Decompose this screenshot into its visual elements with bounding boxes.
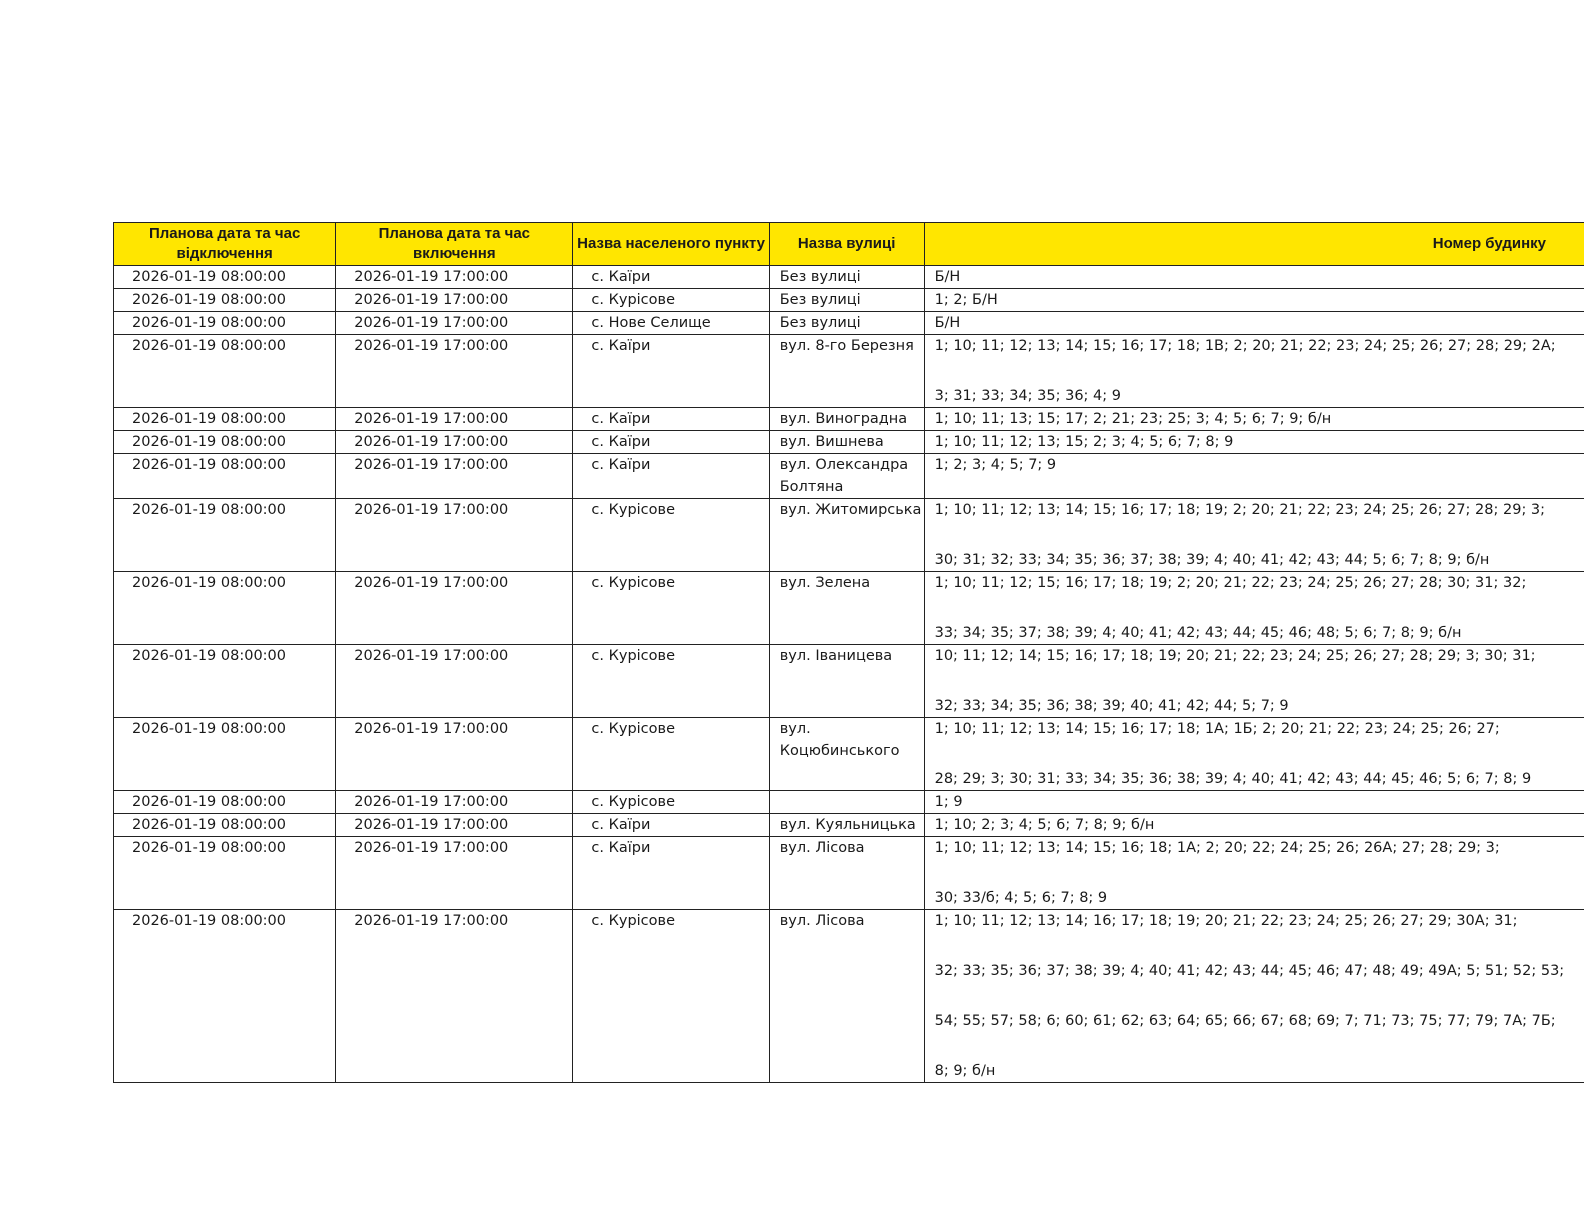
locality-cell: с. Каїри [573, 408, 769, 431]
outage-end-cell: 2026-01-19 17:00:00 [336, 266, 573, 289]
table-row [114, 718, 1584, 791]
house-number-line: 1; 9 [934, 794, 963, 810]
outage-start-cell: 2026-01-19 08:00:00 [114, 312, 336, 335]
table-row [114, 572, 1584, 645]
outage-end-cell: 2026-01-19 17:00:00 [336, 910, 573, 1083]
house-number-cell [924, 266, 1584, 289]
house-number-line: 32; 33; 35; 36; 37; 38; 39; 4; 40; 41; 42; 43; 44; 45; 46; 47; 48; 49; 49А; 5; 51; 52; 53; [934, 963, 1565, 979]
street-cell: Без вулиці [769, 312, 924, 335]
outage-start-cell: 2026-01-19 08:00:00 [114, 408, 336, 431]
house-number-line: 1; 10; 11; 13; 15; 17; 2; 21; 23; 25; 3; 4; 5; 6; 7; 9; б/н [934, 411, 1332, 427]
outage-end-cell: 2026-01-19 17:00:00 [336, 718, 573, 791]
house-number-cell [924, 408, 1584, 431]
table-header [114, 223, 1584, 266]
house-number-line: 1; 10; 2; 3; 4; 5; 6; 7; 8; 9; б/н [934, 817, 1155, 833]
house-number-line: 1; 10; 11; 12; 13; 15; 2; 3; 4; 5; 6; 7; 8; 9 [934, 434, 1234, 450]
house-number-line: 1; 10; 11; 12; 13; 14; 15; 16; 17; 18; 1А; 1Б; 2; 20; 21; 22; 23; 24; 25; 26; 27; [934, 721, 1500, 737]
table-row [114, 814, 1584, 837]
outage-start-cell: 2026-01-19 08:00:00 [114, 289, 336, 312]
outage-start-cell: 2026-01-19 08:00:00 [114, 454, 336, 499]
outage-start-cell: 2026-01-19 08:00:00 [114, 499, 336, 572]
street-cell: вул. Лісова [769, 837, 924, 910]
house-number-line: 54; 55; 57; 58; 6; 60; 61; 62; 63; 64; 65; 66; 67; 68; 69; 7; 71; 73; 75; 77; 79; 7А; 7Б; [934, 1013, 1556, 1029]
house-number-cell [924, 499, 1584, 572]
header-locality: Назва населеного пункту [573, 223, 769, 266]
house-number-line: 1; 10; 11; 12; 13; 14; 15; 16; 18; 1А; 2; 20; 22; 24; 25; 26; 26А; 27; 28; 29; 3; [934, 840, 1500, 856]
table-row [114, 499, 1584, 572]
house-number-line: 1; 10; 11; 12; 13; 14; 15; 16; 17; 18; 1В; 2; 20; 21; 22; 23; 24; 25; 26; 27; 28; 29; 2А; [934, 338, 1556, 354]
street-cell: вул. Олександра Болтяна [769, 454, 924, 499]
outage-end-cell: 2026-01-19 17:00:00 [336, 335, 573, 408]
locality-cell: с. Нове Селище [573, 312, 769, 335]
outage-end-cell: 2026-01-19 17:00:00 [336, 289, 573, 312]
house-number-cell [924, 910, 1584, 1083]
house-number-line: 33; 34; 35; 37; 38; 39; 4; 40; 41; 42; 43; 44; 45; 46; 48; 5; 6; 7; 8; 9; б/н [934, 625, 1462, 641]
house-number-line: 1; 2; Б/Н [934, 292, 998, 308]
house-number-line: 8; 9; б/н [934, 1063, 996, 1079]
locality-cell: с. Курісове [573, 645, 769, 718]
house-number-line: 30; 33/б; 4; 5; 6; 7; 8; 9 [934, 890, 1108, 906]
outage-end-cell: 2026-01-19 17:00:00 [336, 312, 573, 335]
header-house-number: Номер будинку [924, 223, 1584, 266]
outage-start-cell: 2026-01-19 08:00:00 [114, 645, 336, 718]
locality-cell: с. Каїри [573, 814, 769, 837]
house-number-line: 1; 10; 11; 12; 13; 14; 16; 17; 18; 19; 20; 21; 22; 23; 24; 25; 26; 27; 29; 30А; 31; [934, 913, 1518, 929]
outage-end-cell: 2026-01-19 17:00:00 [336, 572, 573, 645]
outage-end-cell: 2026-01-19 17:00:00 [336, 408, 573, 431]
outage-start-cell: 2026-01-19 08:00:00 [114, 266, 336, 289]
outage-start-cell: 2026-01-19 08:00:00 [114, 335, 336, 408]
street-cell: вул. 8-го Березня [769, 335, 924, 408]
house-number-line: 32; 33; 34; 35; 36; 38; 39; 40; 41; 42; 44; 5; 7; 9 [934, 698, 1289, 714]
header-row [114, 223, 1584, 266]
table-row [114, 408, 1584, 431]
street-cell: вул. Житомирська [769, 499, 924, 572]
outage-start-cell: 2026-01-19 08:00:00 [114, 910, 336, 1083]
street-cell: Без вулиці [769, 266, 924, 289]
house-number-line: Б/Н [934, 315, 961, 331]
house-number-line: 1; 10; 11; 12; 13; 14; 15; 16; 17; 18; 19; 2; 20; 21; 22; 23; 24; 25; 26; 27; 28; 29; 3; [934, 502, 1546, 518]
outage-start-cell: 2026-01-19 08:00:00 [114, 718, 336, 791]
outage-schedule-table [113, 222, 1584, 1083]
outage-start-cell: 2026-01-19 08:00:00 [114, 431, 336, 454]
outage-start-cell: 2026-01-19 08:00:00 [114, 572, 336, 645]
house-number-line: 28; 29; 3; 30; 31; 33; 34; 35; 36; 38; 39; 4; 40; 41; 42; 43; 44; 45; 46; 5; 6; 7; 8; 9 [934, 771, 1532, 787]
outage-end-cell: 2026-01-19 17:00:00 [336, 499, 573, 572]
outage-start-cell: 2026-01-19 08:00:00 [114, 791, 336, 814]
street-cell: вул. Виноградна [769, 408, 924, 431]
house-number-line: 30; 31; 32; 33; 34; 35; 36; 37; 38; 39; 4; 40; 41; 42; 43; 44; 5; 6; 7; 8; 9; б/н [934, 552, 1490, 568]
house-number-cell [924, 289, 1584, 312]
house-number-line: 3; 31; 33; 34; 35; 36; 4; 9 [934, 388, 1121, 404]
table-row [114, 910, 1584, 1083]
outage-start-cell: 2026-01-19 08:00:00 [114, 814, 336, 837]
header-outage-start: Планова дата та час відключення [114, 223, 336, 266]
house-number-cell [924, 572, 1584, 645]
locality-cell: с. Курісове [573, 910, 769, 1083]
outage-end-cell: 2026-01-19 17:00:00 [336, 791, 573, 814]
table-row [114, 431, 1584, 454]
outage-end-cell: 2026-01-19 17:00:00 [336, 454, 573, 499]
locality-cell: с. Курісове [573, 718, 769, 791]
house-number-cell [924, 791, 1584, 814]
house-number-cell [924, 312, 1584, 335]
header-street: Назва вулиці [769, 223, 924, 266]
house-number-cell [924, 431, 1584, 454]
street-cell: вул. Зелена [769, 572, 924, 645]
locality-cell: с. Каїри [573, 837, 769, 910]
table-row [114, 454, 1584, 499]
table-row [114, 837, 1584, 910]
table-row [114, 266, 1584, 289]
table-body [114, 266, 1584, 1083]
locality-cell: с. Каїри [573, 431, 769, 454]
house-number-cell [924, 814, 1584, 837]
house-number-cell [924, 454, 1584, 499]
outage-end-cell: 2026-01-19 17:00:00 [336, 645, 573, 718]
locality-cell: с. Каїри [573, 335, 769, 408]
street-cell: вул. Вишнева [769, 431, 924, 454]
outage-end-cell: 2026-01-19 17:00:00 [336, 837, 573, 910]
header-outage-end: Планова дата та час включення [336, 223, 573, 266]
locality-cell: с. Курісове [573, 289, 769, 312]
street-cell [769, 791, 924, 814]
house-number-cell [924, 718, 1584, 791]
street-cell: вул. Куяльницька [769, 814, 924, 837]
street-cell: Без вулиці [769, 289, 924, 312]
table-row [114, 791, 1584, 814]
house-number-cell [924, 837, 1584, 910]
house-number-line: Б/Н [934, 269, 961, 285]
house-number-cell [924, 335, 1584, 408]
locality-cell: с. Каїри [573, 454, 769, 499]
table-row [114, 335, 1584, 408]
table-row [114, 645, 1584, 718]
house-number-line: 1; 2; 3; 4; 5; 7; 9 [934, 457, 1057, 473]
house-number-line: 1; 10; 11; 12; 15; 16; 17; 18; 19; 2; 20; 21; 22; 23; 24; 25; 26; 27; 28; 30; 31; 32; [934, 575, 1527, 591]
outage-end-cell: 2026-01-19 17:00:00 [336, 431, 573, 454]
outage-start-cell: 2026-01-19 08:00:00 [114, 837, 336, 910]
locality-cell: с. Курісове [573, 572, 769, 645]
locality-cell: с. Каїри [573, 266, 769, 289]
house-number-line: 10; 11; 12; 14; 15; 16; 17; 18; 19; 20; 21; 22; 23; 24; 25; 26; 27; 28; 29; 3; 30; 31; [934, 648, 1536, 664]
house-number-cell [924, 645, 1584, 718]
street-cell: вул. Коцюбинського [769, 718, 924, 791]
table-row [114, 289, 1584, 312]
table-row [114, 312, 1584, 335]
street-cell: вул. Іваницева [769, 645, 924, 718]
outage-end-cell: 2026-01-19 17:00:00 [336, 814, 573, 837]
locality-cell: с. Курісове [573, 791, 769, 814]
street-cell: вул. Лісова [769, 910, 924, 1083]
locality-cell: с. Курісове [573, 499, 769, 572]
